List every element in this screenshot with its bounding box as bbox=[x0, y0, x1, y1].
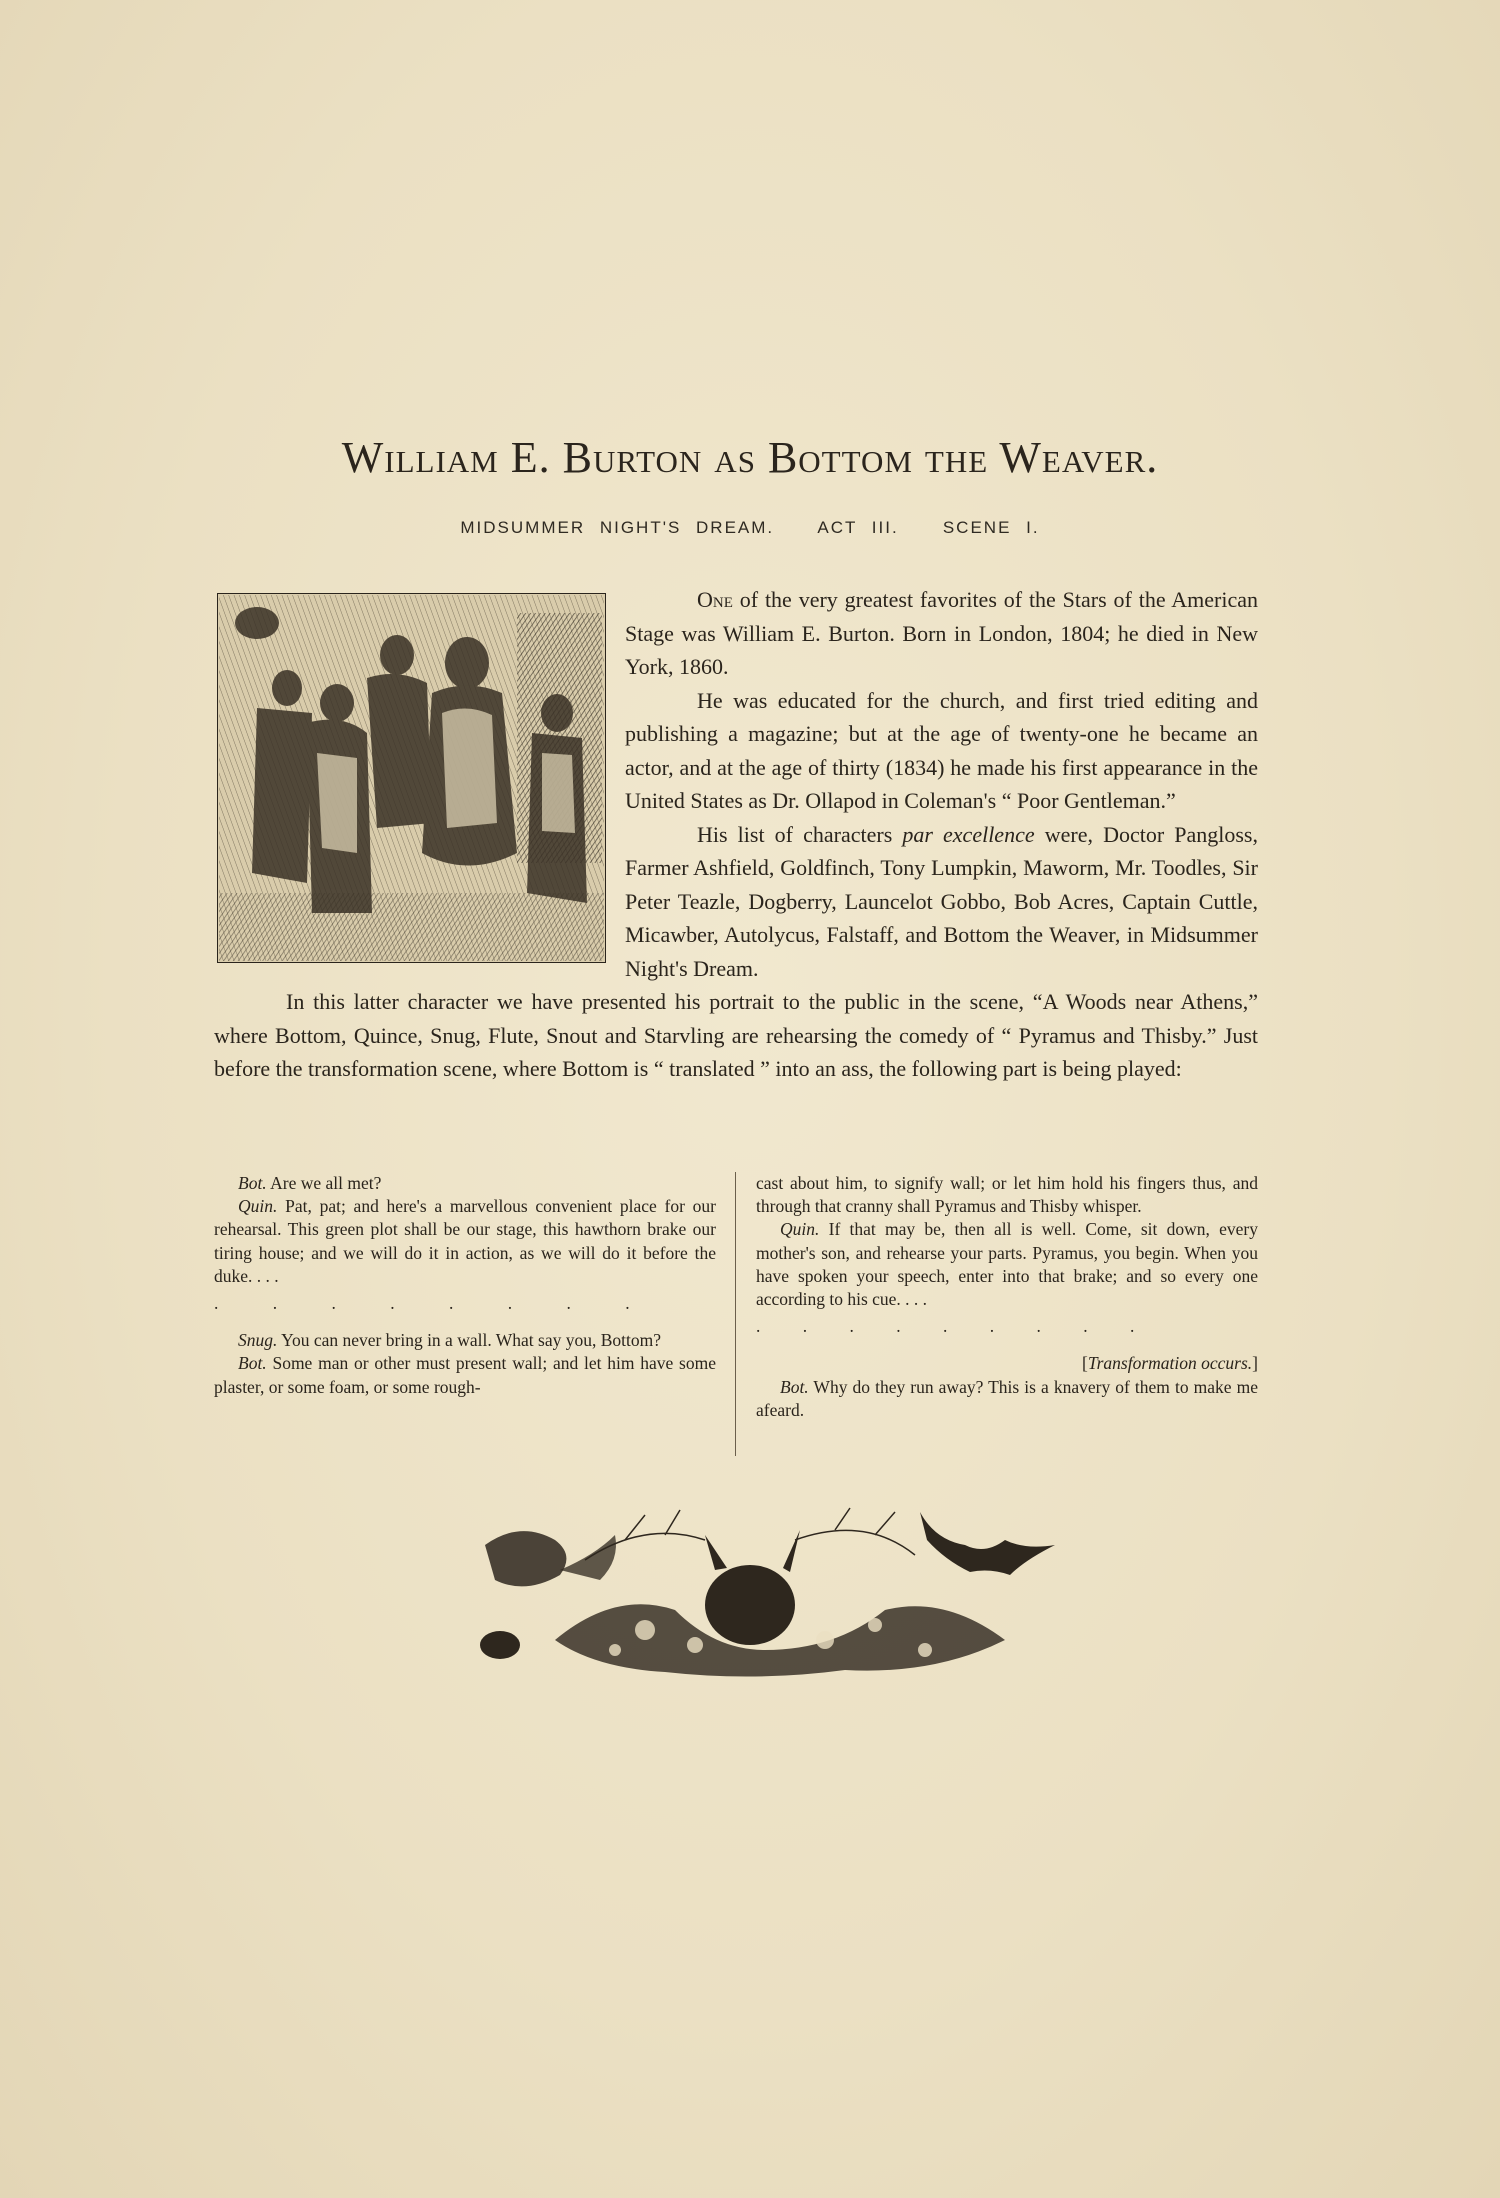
dialogue-right-column bbox=[756, 1172, 1258, 1422]
dialogue-line bbox=[756, 1376, 1258, 1422]
speech-text: Pat, pat; and here's a marvellous convenient place for our rehearsal. This green plot shall be our stage, this hawthorn brake our tiring house; and we will do it in action, as we will do it before the duke. . . . bbox=[214, 1196, 716, 1286]
intro-text bbox=[214, 583, 1258, 1086]
speaker-name: Bot. bbox=[780, 1376, 809, 1397]
dialogue-line bbox=[214, 1195, 716, 1288]
intro-paragraph-3-italic: par excellence bbox=[902, 821, 1035, 847]
column-divider bbox=[735, 1172, 736, 1456]
speech-text: You can never bring in a wall. What say you, Bottom? bbox=[277, 1330, 662, 1351]
illustration-spacer bbox=[214, 583, 625, 975]
butterfly-icon bbox=[485, 1531, 566, 1586]
intro-paragraph-4: In this latter character we have presented his portrait to the public in the scene, “A Woods near Athens,” where Bottom, Quince, Snug, Flute, Snout and Starvling are rehearsing the comedy of “ Pyramus and Thisby.” Just before the transformation scene, where Bottom is “ translated ” into an ass, the following part is being played: bbox=[214, 989, 1258, 1081]
bee-icon bbox=[480, 1631, 520, 1659]
ellipsis-dots: . . . . . . . . bbox=[214, 1293, 630, 1314]
bat-icon bbox=[920, 1512, 1055, 1575]
ellipsis-dots: . . . . . . . . . bbox=[756, 1316, 1135, 1337]
speech-text: If that may be, then all is well. Come, sit down, every mother's son, and rehearse your parts. Pyramus, you begin. When you have spoken your speech, enter into that brake; and so every one according to his cue. . . . bbox=[756, 1219, 1258, 1310]
dialogue-line: cast about him, to signify wall; or let him hold his fingers thus, and through that cranny shall Pyramus and Thisby whisper. bbox=[756, 1173, 1258, 1217]
speech-text: Are we all met? bbox=[266, 1173, 382, 1193]
scene-subtitle: MIDSUMMER NIGHT'S DREAM. ACT III. SCENE I. bbox=[460, 518, 1040, 537]
fairy-vignette-ornament bbox=[465, 1500, 1065, 1685]
speech-text: Some man or other must present wall; and let him have some plaster, or some foam, or some rough- bbox=[214, 1353, 716, 1397]
speech-text: Why do they run away? This is a knavery of them to make me afeard. bbox=[756, 1376, 1258, 1420]
dialogue-line bbox=[214, 1329, 716, 1352]
dialogue-columns bbox=[214, 1172, 1258, 1456]
intro-paragraph-1-text: of the very greatest favorites of the Stars of the American Stage was William E. Burton. Born in London, 1804; he died in New York, 1860. bbox=[625, 587, 1258, 679]
intro-paragraph-3-a: His list of characters bbox=[697, 821, 903, 847]
intro-paragraph-3-b: were, Doctor Pangloss, Farmer Ashfield, Goldfinch, Tony Lumpkin, Maworm, Mr. Toodles, Sir Peter Teazle, Dogberry, Launcelot Gobbo, Bob Acres, Captain Cuttle, Micawber, Autolycus, Falstaff, and Bottom the Weaver, in Midsummer Night's Dream. bbox=[625, 821, 1258, 981]
intro-paragraph-2: He was educated for the church, and first tried editing and publishing a magazine; but at the age of twenty-one he became an actor, and at the age of thirty (1834) he made his first appearance in the United States as Dr. Ollapod in Coleman's “ Poor Gentleman.” bbox=[625, 687, 1258, 813]
dialogue-line bbox=[214, 1172, 716, 1195]
donkey-head-icon bbox=[705, 1565, 795, 1645]
drop-lead: One bbox=[697, 587, 733, 612]
stage-direction: [Transformation occurs.] bbox=[1082, 1353, 1258, 1374]
speaker-name: Quin. bbox=[238, 1196, 278, 1217]
page-title: William E. Burton as Bottom the Weaver. bbox=[341, 433, 1159, 482]
speaker-name: Bot. bbox=[238, 1353, 267, 1374]
speaker-name: Quin. bbox=[780, 1219, 820, 1240]
dialogue-line bbox=[214, 1352, 716, 1398]
speaker-name: Snug. bbox=[238, 1330, 278, 1351]
stage-direction-text: Transformation occurs. bbox=[1087, 1353, 1253, 1374]
speaker-name: Bot. bbox=[238, 1173, 267, 1193]
dialogue-left-column bbox=[214, 1172, 716, 1399]
dialogue-line bbox=[756, 1218, 1258, 1311]
